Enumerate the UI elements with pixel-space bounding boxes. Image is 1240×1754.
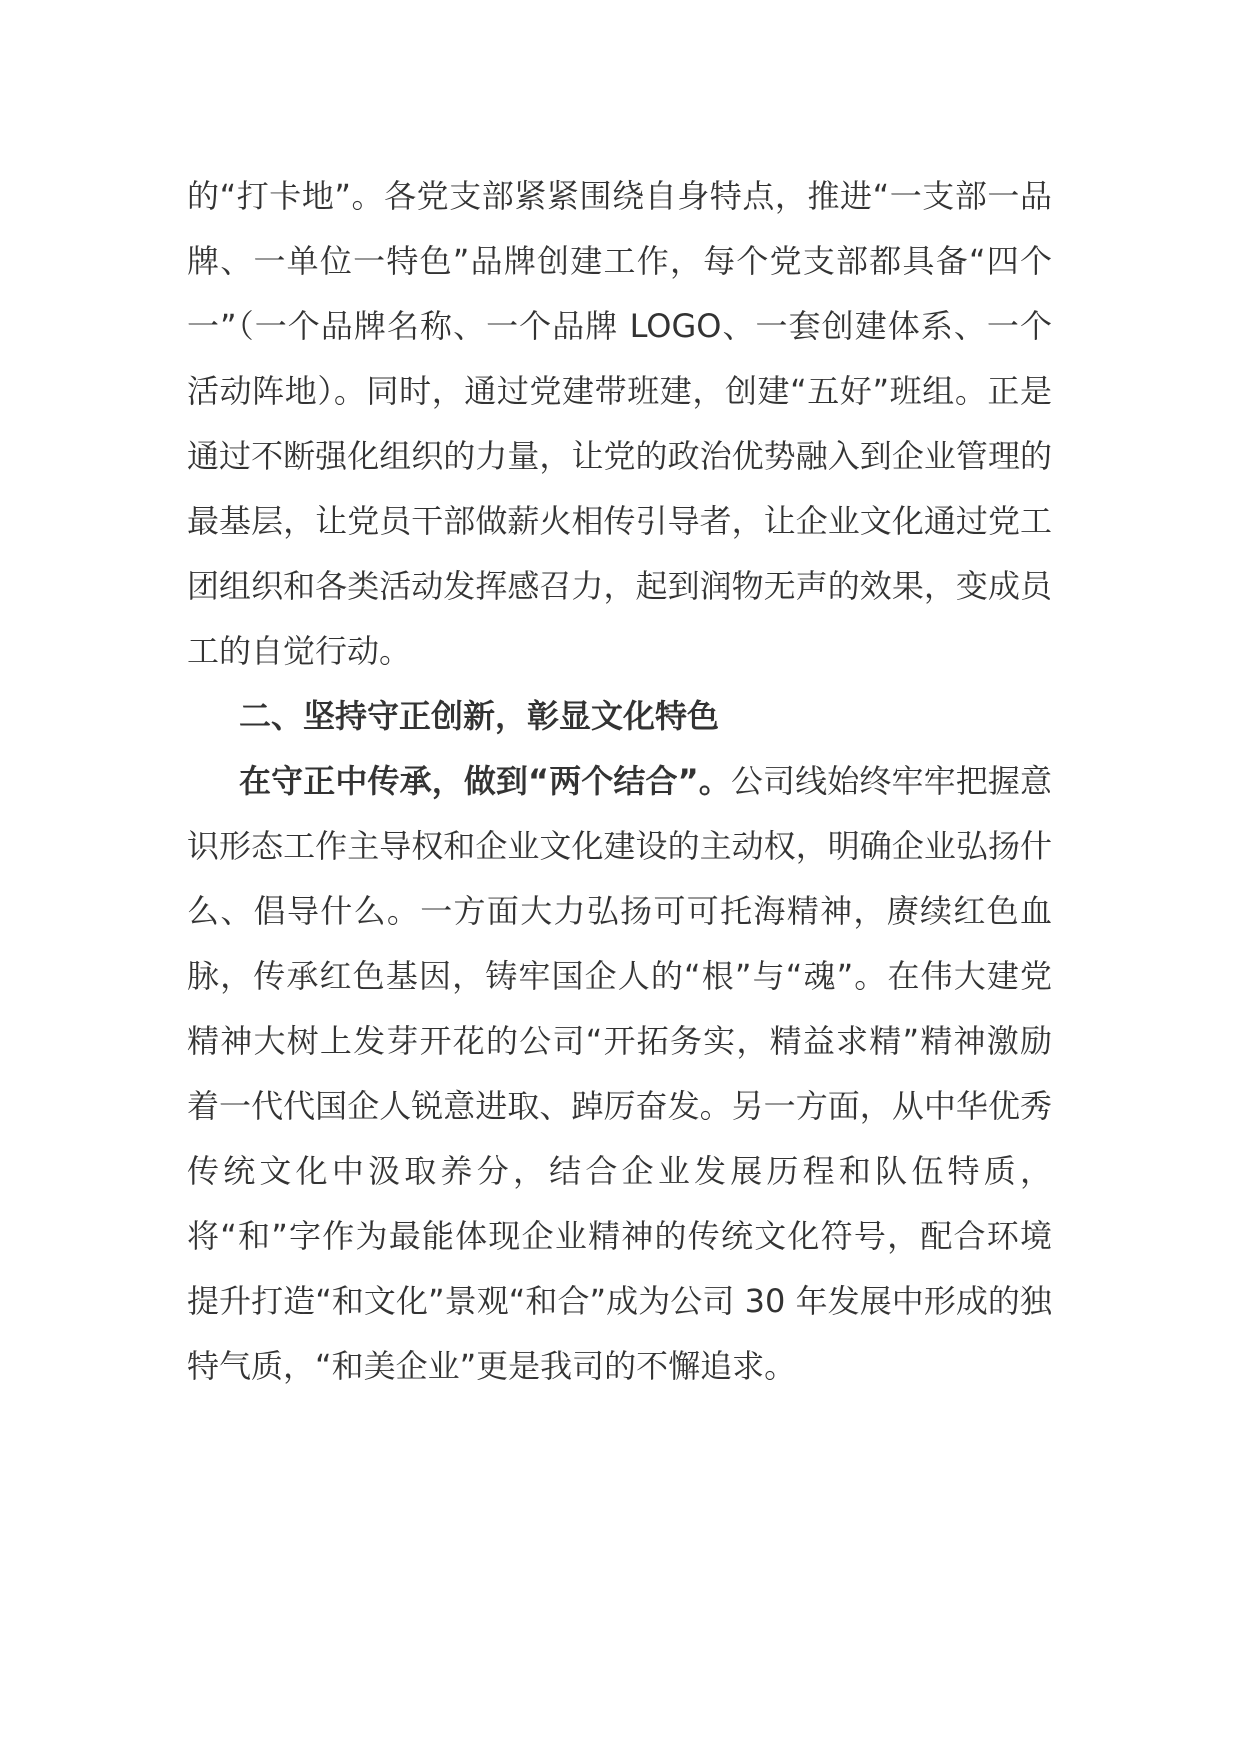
paragraph-2-lead: 在守正中传承，做到“两个结合”。 xyxy=(239,762,731,800)
document-body xyxy=(187,164,1052,1399)
paragraph-2-body: 公司线始终牢牢把握意识形态工作主导权和企业文化建设的主动权，明确企业弘扬什么、倡导什么。一方面大力弘扬可可托海精神，赓续红色血脉，传承红色基因，铸牢国企人的“根”与“魂”。在伟大建党精神大树上发芽开花的公司“开拓务实，精益求精”精神激励着一代代国企人锐意进取、踔厉奋发。另一方面，从中华优秀传统文化中汲取养分，结合企业发展历程和队伍特质，将“和”字作为最能体现企业精神的传统文化符号，配合环境提升打造“和文化”景观“和合”成为公司 30 年发展中形成的独特气质，“和美企业”更是我司的不懈追求。 xyxy=(187,762,1052,1385)
paragraph-2 xyxy=(187,749,1052,1399)
paragraph-1: 的“打卡地”。各党支部紧紧围绕自身特点，推进“一支部一品牌、一单位一特色”品牌创建工作，每个党支部都具备“四个一”（一个品牌名称、一个品牌 LOGO、一套创建体系、一个活动阵地）。同时，通过党建带班建，创建“五好”班组。正是通过不断强化组织的力量，让党的政治优势融入到企业管理的最基层，让党员干部做薪火相传引导者，让企业文化通过党工团组织和各类活动发挥感召力，起到润物无声的效果，变成员工的自觉行动。 xyxy=(187,177,1052,670)
section-heading-2: 二、坚持守正创新，彰显文化特色 xyxy=(239,697,720,735)
